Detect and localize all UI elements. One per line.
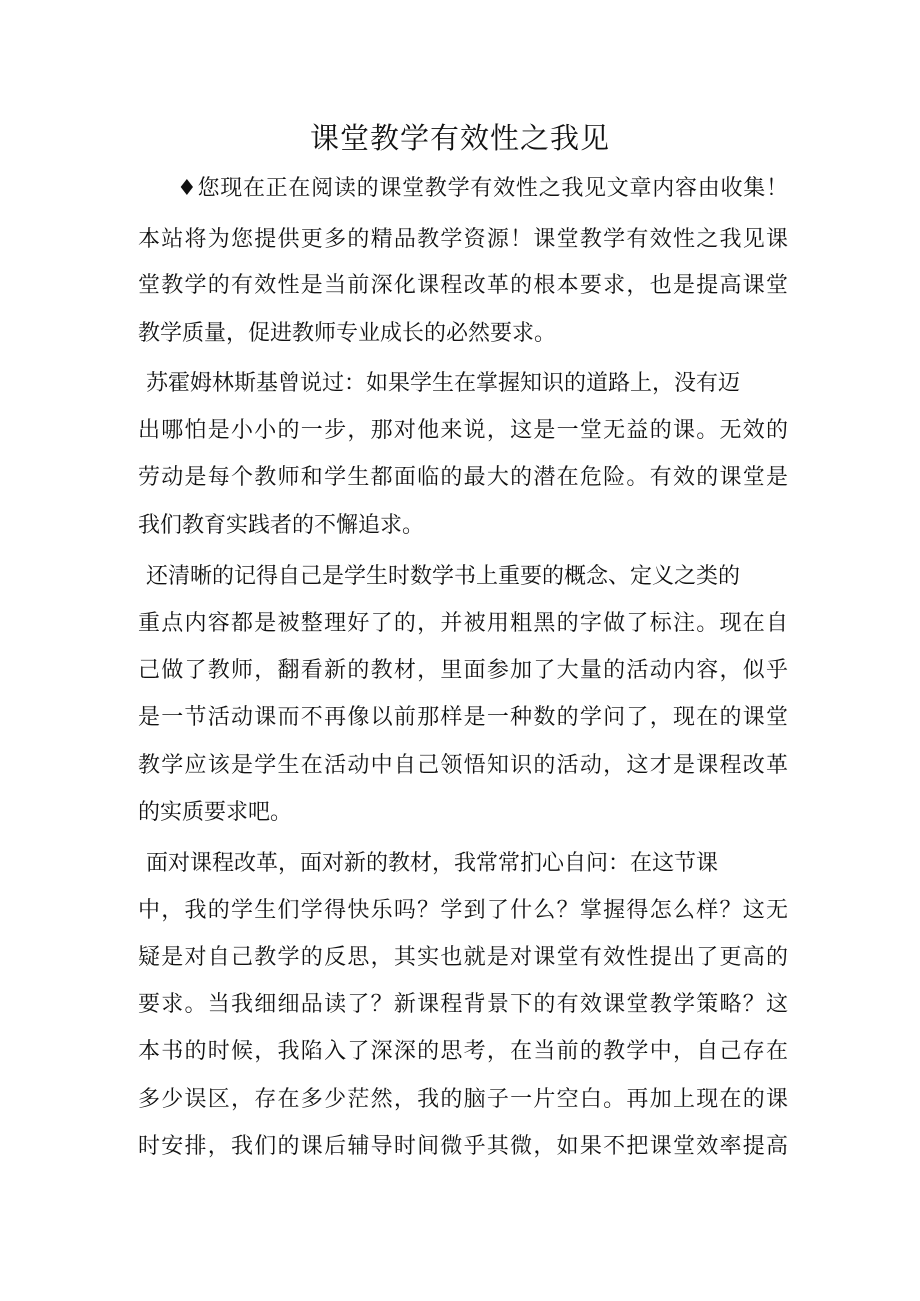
text-line-21: 时安排，我们的课后辅导时间微乎其微，如果不把课堂效率提高 (138, 1134, 788, 1159)
text-line-2: 本站将为您提供更多的精品教学资源！课堂教学有效性之我见课 (138, 227, 788, 252)
text-line-5: 苏霍姆林斯基曾说过：如果学生在掌握知识的道路上，没有迈 (146, 371, 741, 396)
text-line-7: 劳动是每个教师和学生都面临的最大的潜在危险。有效的课堂是 (138, 465, 788, 490)
text-line-12: 是一节活动课而不再像以前那样是一种数的学问了，现在的课堂 (138, 705, 788, 730)
text-line-16: 中，我的学生们学得快乐吗？学到了什么？掌握得怎么样？这无 (138, 898, 788, 923)
text-line-20: 多少误区，存在多少茫然，我的脑子一片空白。再加上现在的课 (138, 1087, 788, 1112)
text-line-3: 堂教学的有效性是当前深化课程改革的根本要求，也是提高课堂 (138, 273, 788, 298)
text-line-6: 出哪怕是小小的一步，那对他来说，这是一堂无益的课。无效的 (138, 418, 788, 443)
text-line-14: 的实质要求吧。 (138, 800, 293, 825)
text-line-8: 我们教育实践者的不懈追求。 (138, 513, 425, 538)
text-line-1: ♦您现在正在阅读的课堂教学有效性之我见文章内容由收集！ (177, 176, 788, 201)
text-line-11: 己做了教师，翻看新的教材，里面参加了大量的活动内容，似乎 (138, 658, 788, 683)
text-line-17: 疑是对自己教学的反思，其实也就是对课堂有效性提出了更高的 (138, 945, 788, 970)
text-line-19: 本书的时候，我陷入了深深的思考，在当前的教学中，自己存在 (138, 1039, 788, 1064)
text-line-10: 重点内容都是被整理好了的，并被用粗黑的字做了标注。现在自 (138, 611, 788, 636)
text-line-15: 面对课程改革，面对新的教材，我常常扪心自问：在这节课 (146, 851, 719, 876)
text-line-9: 还清晰的记得自己是学生时数学书上重要的概念、定义之类的 (146, 564, 741, 589)
document-title: 课堂教学有效性之我见 (309, 121, 610, 155)
text-line-18: 要求。当我细细品读了？新课程背景下的有效课堂教学策略？这 (138, 992, 788, 1017)
text-line-4: 教学质量，促进教师专业成长的必然要求。 (138, 321, 557, 346)
text-line-13: 教学应该是学生在活动中自己领悟知识的活动，这才是课程改革 (138, 753, 788, 778)
